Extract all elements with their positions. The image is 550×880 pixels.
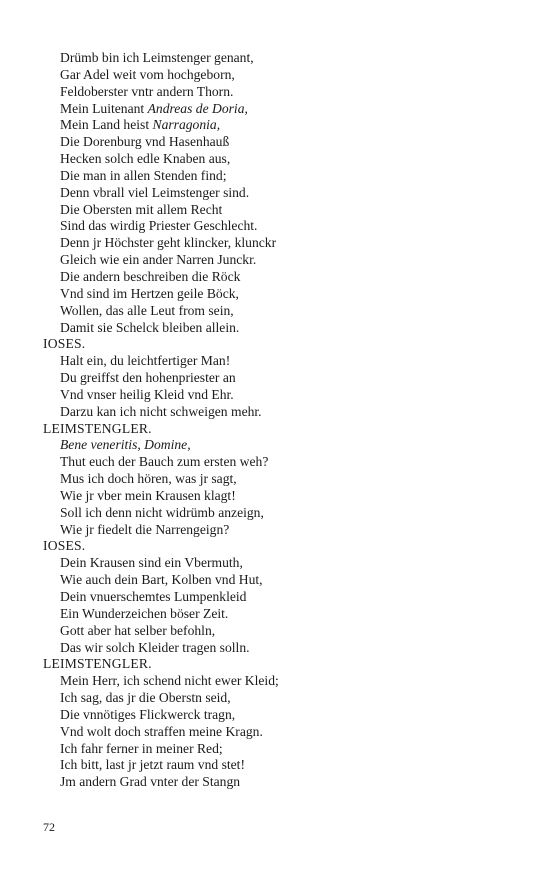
- text-segment: Mein Luitenant: [60, 100, 148, 116]
- verse-line: [0, 404, 550, 421]
- verse-line: [0, 437, 550, 454]
- verse-line: [0, 353, 550, 370]
- italic-text-segment: Narragonia,: [152, 117, 221, 133]
- text-segment: Gott aber hat selber befohln,: [60, 622, 216, 638]
- text-segment: Ein Wunderzeichen böser Zeit.: [60, 605, 229, 621]
- verse-line: [0, 707, 550, 724]
- verse-line: [0, 724, 550, 741]
- text-segment: Wollen, das alle Leut from sein,: [60, 302, 234, 318]
- verse-line: [0, 269, 550, 286]
- verse-line: [0, 320, 550, 337]
- text-segment: Die andern beschreiben die Röck: [60, 268, 241, 284]
- italic-text-segment: Bene veneritis, Domine,: [60, 437, 191, 453]
- verse-line: [0, 774, 550, 791]
- text-segment: Die vnnötiges Flickwerck tragn,: [60, 706, 236, 722]
- verse-line: [0, 252, 550, 269]
- page-number: 72: [43, 820, 55, 834]
- verse-line: [0, 387, 550, 404]
- text-segment: Mein Herr, ich schend nicht ewer Kleid;: [60, 673, 279, 689]
- verse-line: [0, 67, 550, 84]
- text-segment: LEIMSTENGLER.: [43, 656, 152, 672]
- text-segment: Hecken solch edle Knaben aus,: [60, 151, 231, 167]
- text-segment: Ich sag, das jr die Oberstn seid,: [60, 690, 231, 706]
- verse-line: [0, 471, 550, 488]
- text-segment: Dein Krausen sind ein Vbermuth,: [60, 555, 243, 571]
- text-segment: Das wir solch Kleider tragen solln.: [60, 639, 250, 655]
- text-segment: IOSES.: [43, 336, 86, 352]
- verse-line: [0, 741, 550, 758]
- text-segment: Vnd wolt doch straffen meine Kragn.: [60, 723, 263, 739]
- verse-line: [0, 235, 550, 252]
- verse-line: [0, 286, 550, 303]
- text-segment: Mein Land heist: [60, 117, 153, 133]
- verse-line: [0, 218, 550, 235]
- verse-line: [0, 572, 550, 589]
- speaker-heading: [0, 538, 550, 555]
- verse-line: [0, 370, 550, 387]
- verse-line: [0, 589, 550, 606]
- text-segment: Feldoberster vntr andern Thorn.: [60, 83, 234, 99]
- drama-text-block: [0, 50, 550, 791]
- text-segment: Wie jr fiedelt die Narrengeign?: [60, 521, 230, 537]
- verse-line: [0, 640, 550, 657]
- text-segment: Gleich wie ein ander Narren Junckr.: [60, 252, 257, 268]
- text-segment: IOSES.: [43, 538, 86, 554]
- verse-line: [0, 505, 550, 522]
- verse-line: [0, 84, 550, 101]
- text-segment: Die man in allen Stenden find;: [60, 167, 227, 183]
- text-segment: Denn jr Höchster geht klincker, klunckr: [60, 235, 277, 251]
- text-segment: Die Dorenburg vnd Hasenhauß: [60, 134, 230, 150]
- speaker-heading: [0, 656, 550, 673]
- text-segment: Vnd sind im Hertzen geile Böck,: [60, 285, 239, 301]
- verse-line: [0, 454, 550, 471]
- text-segment: Darzu kan ich nicht schweigen mehr.: [60, 403, 262, 419]
- verse-line: [0, 522, 550, 539]
- verse-line: [0, 185, 550, 202]
- text-segment: Wie jr vber mein Krausen klagt!: [60, 487, 236, 503]
- speaker-heading: [0, 421, 550, 438]
- text-segment: LEIMSTENGLER.: [43, 420, 152, 436]
- text-segment: Drümb bin ich Leimstenger genant,: [60, 50, 254, 65]
- text-segment: Sind das wirdig Priester Geschlecht.: [60, 218, 258, 234]
- text-segment: Gar Adel weit vom hochgeborn,: [60, 66, 235, 82]
- verse-line: [0, 117, 550, 134]
- text-segment: Vnd vnser heilig Kleid vnd Ehr.: [60, 386, 234, 402]
- text-segment: Denn vbrall viel Leimstenger sind.: [60, 184, 250, 200]
- text-segment: Wie auch dein Bart, Kolben vnd Hut,: [60, 572, 263, 588]
- verse-line: [0, 488, 550, 505]
- italic-text-segment: Andreas de Doria,: [147, 100, 248, 116]
- text-segment: Mus ich doch hören, was jr sagt,: [60, 471, 237, 487]
- verse-line: [0, 555, 550, 572]
- verse-line: [0, 151, 550, 168]
- verse-line: [0, 606, 550, 623]
- text-segment: Halt ein, du leichtfertiger Man!: [60, 353, 231, 369]
- text-segment: Du greiffst den hohenpriester an: [60, 370, 236, 386]
- verse-line: [0, 168, 550, 185]
- text-segment: Die Obersten mit allem Recht: [60, 201, 223, 217]
- text-segment: Thut euch der Bauch zum ersten weh?: [60, 454, 269, 470]
- text-segment: Ich bitt, last jr jetzt raum vnd stet!: [60, 757, 245, 773]
- text-segment: Soll ich denn nicht widrümb anzeign,: [60, 504, 264, 520]
- verse-line: [0, 50, 550, 67]
- verse-line: [0, 134, 550, 151]
- text-segment: Jm andern Grad vnter der Stangn: [60, 774, 241, 790]
- text-segment: Dein vnuerschemtes Lumpenkleid: [60, 589, 247, 604]
- verse-line: [0, 673, 550, 690]
- verse-line: [0, 690, 550, 707]
- verse-line: [0, 623, 550, 640]
- speaker-heading: [0, 336, 550, 353]
- text-segment: Ich fahr ferner in meiner Red;: [60, 740, 223, 756]
- verse-line: [0, 202, 550, 219]
- verse-line: [0, 101, 550, 118]
- verse-line: [0, 303, 550, 320]
- verse-line: [0, 757, 550, 774]
- text-segment: Damit sie Schelck bleiben allein.: [60, 319, 240, 335]
